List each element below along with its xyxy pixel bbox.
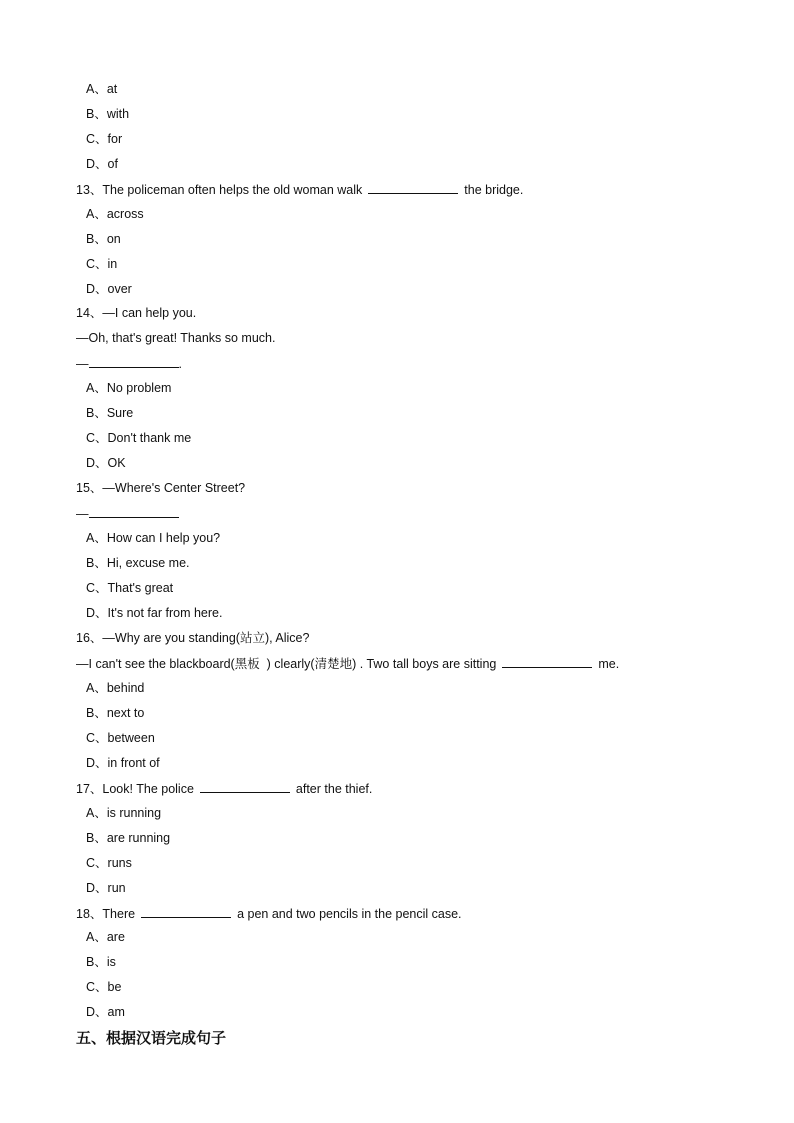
q17-stem [76, 780, 372, 797]
q15-answer-line [76, 505, 179, 522]
q17-prefix: 17、Look! The police [76, 782, 194, 796]
q18-prefix: 18、There [76, 907, 136, 921]
q14-option-b: B、Sure [86, 406, 134, 420]
q18-stem [76, 905, 462, 922]
q17-option-a: A、is running [86, 806, 162, 820]
q13-suffix: the bridge. [464, 183, 524, 197]
q15-option-a: A、How can I help you? [86, 531, 221, 545]
q13-option-a: A、across [86, 207, 144, 221]
q14-option-d: D、OK [86, 456, 126, 470]
q16-option-b: B、next to [86, 706, 145, 720]
q15-blank [89, 505, 179, 518]
q17-blank [200, 780, 290, 793]
q12-option-a: A、at [86, 82, 118, 96]
q14-line2: —Oh, that's great! Thanks so much. [76, 331, 276, 345]
q18-blank [141, 905, 231, 918]
q15-option-c: C、That's great [86, 581, 174, 595]
q14-end: . [178, 357, 182, 371]
q16-option-a: A、behind [86, 681, 145, 695]
q18-option-d: D、am [86, 1005, 125, 1019]
q13-option-c: C、in [86, 257, 118, 271]
q16-line2 [76, 655, 619, 672]
q17-option-b: B、are running [86, 831, 171, 845]
q12-option-b: B、with [86, 107, 130, 121]
q14-dash: — [76, 357, 89, 371]
q13-option-d: D、over [86, 282, 132, 296]
q16-line2-prefix: —I can't see the blackboard(黑板 ) clearly(清楚地) . Two tall boys are sitting [76, 657, 497, 671]
q12-option-d: D、of [86, 157, 118, 171]
q13-stem [76, 181, 523, 198]
q16-line2-suffix: me. [598, 657, 620, 671]
q18-option-b: B、is [86, 955, 116, 969]
q17-suffix: after the thief. [295, 782, 373, 796]
q13-prefix: 13、The policeman often helps the old woman walk [76, 183, 363, 197]
q13-option-b: B、on [86, 232, 121, 246]
q14-option-c: C、Don't thank me [86, 431, 192, 445]
q16-option-c: C、between [86, 731, 155, 745]
q14-line1: 14、—I can help you. [76, 306, 197, 320]
section-5-heading: 五、根据汉语完成句子 [76, 1029, 227, 1047]
q18-option-c: C、be [86, 980, 122, 994]
q12-option-c: C、for [86, 132, 123, 146]
q14-blank [89, 355, 179, 368]
q13-blank [368, 181, 458, 194]
q14-answer-line [76, 355, 182, 372]
q18-option-a: A、are [86, 930, 125, 944]
q17-option-c: C、runs [86, 856, 132, 870]
q15-option-d: D、It's not far from here. [86, 606, 223, 620]
q16-line1: 16、—Why are you standing(站立), Alice? [76, 631, 310, 645]
q18-suffix: a pen and two pencils in the pencil case. [237, 907, 462, 921]
q16-blank [502, 655, 592, 668]
q17-option-d: D、run [86, 881, 126, 895]
q15-line1: 15、—Where's Center Street? [76, 481, 246, 495]
q14-option-a: A、No problem [86, 381, 172, 395]
q15-dash: — [76, 507, 89, 521]
q15-option-b: B、Hi, excuse me. [86, 556, 190, 570]
q16-option-d: D、in front of [86, 756, 160, 770]
